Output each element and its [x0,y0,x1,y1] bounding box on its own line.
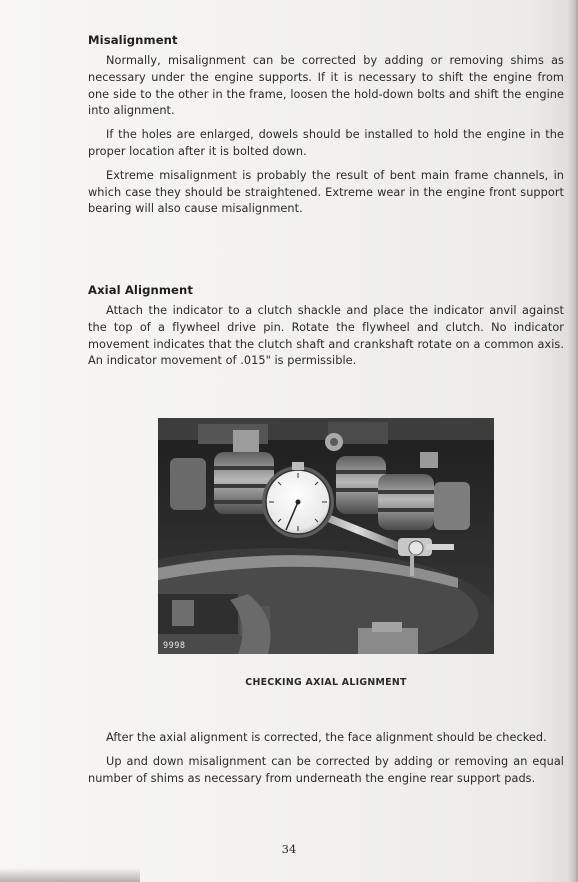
section-face-alignment [88,730,564,794]
engine-photo-illustration [158,418,494,654]
paragraph: After the axial alignment is corrected, the face alignment should be checked. [106,731,547,744]
figure-photo [158,418,494,654]
page-edge-shadow [568,0,578,882]
section-axial-alignment [88,283,564,377]
paragraph: Attach the indicator to a clutch shackle and place the indicator anvil against the top of a flywheel drive pin. Rotate the flywheel and clutch. No indicator movement indicates that the clutch shaft and crankshaft rotate on a common axis. An indicator movement of .015" is permissible. [88,304,564,368]
section-heading: Axial Alignment [88,283,193,297]
page-number: 34 [281,842,297,856]
figure-caption: CHECKING AXIAL ALIGNMENT [245,677,407,688]
paragraph: Extreme misalignment is probably the result of bent main frame channels, in which case they should be straightened. Extreme wear in the engine front support bearing will also cause misalignment. [88,168,564,216]
page-bottom-shadow [0,868,140,882]
section-misalignment [88,33,564,225]
section-heading: Misalignment [88,33,178,47]
paragraph: Normally, misalignment can be corrected by adding or removing shims as necessary under the engine supports. If it is necessary to shift the engine from one side to the other in the frame, loosen the hold-down bolts and shift the engine into alignment. [88,54,564,118]
paragraph: Up and down misalignment can be corrected by adding or removing an equal number of shims as necessary from underneath the engine rear support pads. [88,754,564,785]
paragraph: If the holes are enlarged, dowels should be installed to hold the engine in the proper location after it is bolted down. [88,128,564,158]
figure-number: 9998 [163,641,186,651]
